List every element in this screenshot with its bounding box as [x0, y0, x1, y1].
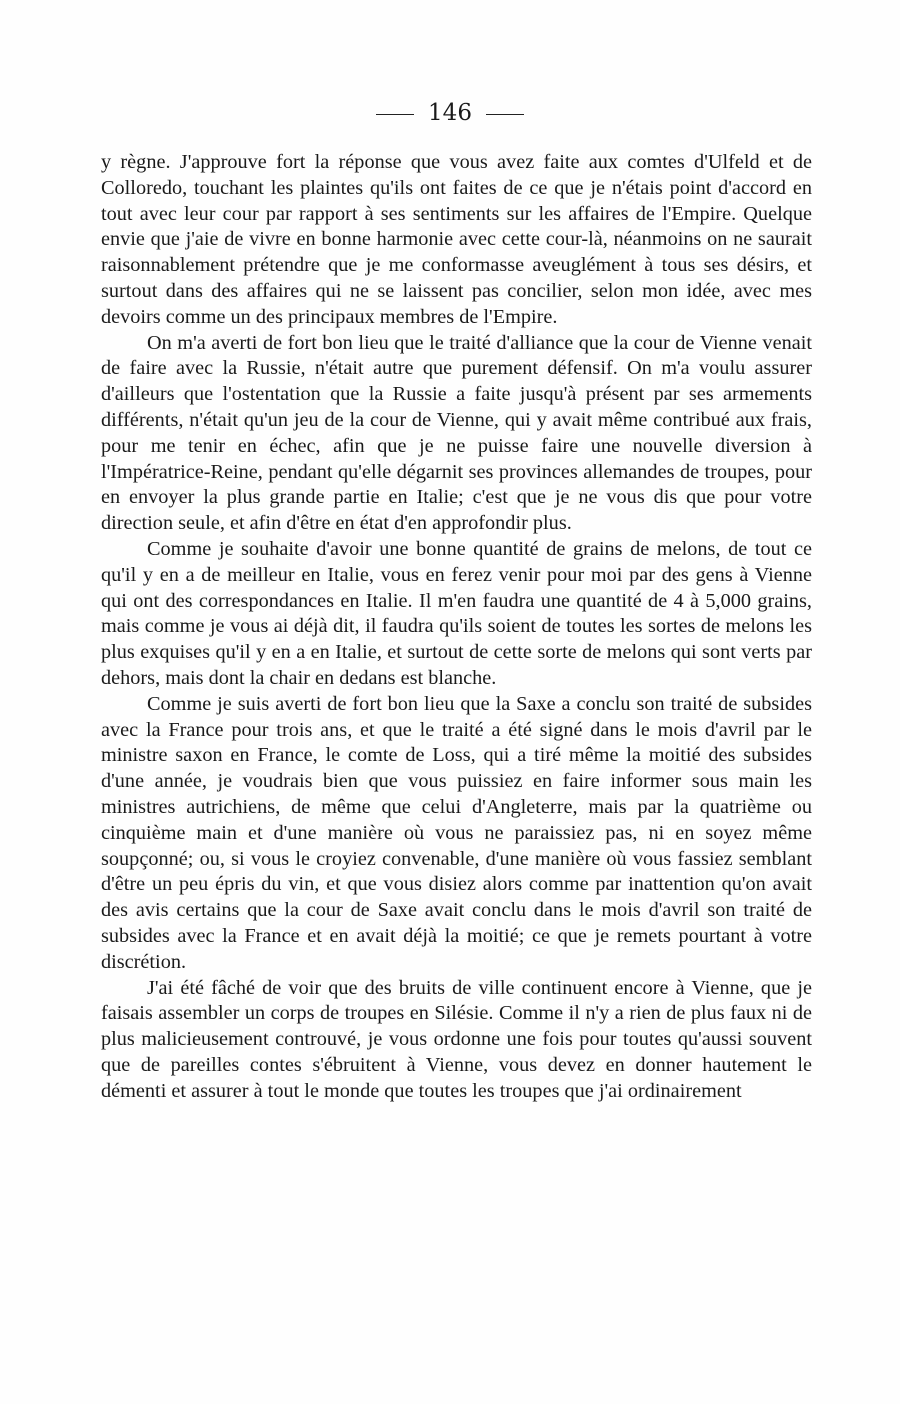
- paragraph: Comme je souhaite d'avoir une bonne quantité de grains de melons, de tout ce qu'il y en a de meilleur en Italie, vous en ferez venir pour moi par des gens à Vienne qui ont des correspondances en Italie. Il m'en faudra une quantité de 4 à 5,000 grains, mais comme je vous ai déjà dit, il faudra qu'ils soient de toutes les sortes de melons les plus exquises qu'il y en a en Italie, et surtout de cette sorte de melons qui sont verts par dehors, mais dont la chair en dedans est blanche.: [101, 537, 812, 689]
- page-number: 146: [428, 100, 472, 126]
- page-header: [0, 100, 900, 126]
- header-dash-left: [376, 114, 414, 115]
- paragraph: Comme je suis averti de fort bon lieu que la Saxe a conclu son traité de subsides avec la France pour trois ans, et que le traité a été signé dans le mois d'avril par le ministre saxon en France, le comte de Loss, qui a tiré même la moitié des subsides d'une année, je voudrais bien que vous puissiez en faire informer sous main les ministres autrichiens, de même que celui d'Angleterre, mais par la quatrième ou cinquième main et d'une manière où vous ne paraissiez pas, ni en soyez même soupçonné; ou, si vous le croyiez convenable, d'une manière où vous fassiez semblant d'être un peu épris du vin, et que vous disiez alors comme par inattention qu'on avait des avis certains que la cour de Saxe avait conclu dans le mois d'avril son traité de subsides avec la France et en avait déjà la moitié; ce que je remets pourtant à votre discrétion.: [101, 692, 812, 973]
- header-dash-right: [486, 114, 524, 115]
- body-text: [101, 150, 812, 1104]
- paragraph: J'ai été fâché de voir que des bruits de ville continuent encore à Vienne, que je faisais assembler un corps de troupes en Silésie. Comme il n'y a rien de plus faux ni de plus malicieusement controuvé, je vous ordonne une fois pour toutes qu'aussi souvent que de pareilles contes s'ébruitent à Vienne, vous devez en donner hautement le démenti et assurer à tout le monde que toutes les troupes que j'ai ordinairement: [101, 976, 812, 1102]
- paragraph: y règne. J'approuve fort la réponse que vous avez faite aux comtes d'Ulfeld et de Colloredo, touchant les plaintes qu'ils ont faites de ce que je n'étais point d'accord en tout avec leur cour par rapport à ses sentiments sur les affaires de l'Empire. Quelque envie que j'aie de vivre en bonne harmonie avec cette cour-là, néanmoins on ne saurait raisonnablement prétendre que je me conformasse aveuglément à tous ses désirs, et surtout dans des affaires qui ne se laissent pas concilier, selon mon idée, avec mes devoirs comme un des principaux membres de l'Empire.: [101, 151, 812, 328]
- paragraph: On m'a averti de fort bon lieu que le traité d'alliance que la cour de Vienne venait de faire avec la Russie, n'était autre que purement défensif. On m'a voulu assurer d'ailleurs que l'ostentation que la Russie a faite jusqu'à présent par ses armements différents, n'était qu'un jeu de la cour de Vienne, qui y avait même contribué aux frais, pour me tenir en échec, afin que je ne puisse faire une nouvelle diversion à l'Impératrice-Reine, pendant qu'elle dégarnit ses provinces allemandes de troupes, pour en envoyer la plus grande partie en Italie; c'est que je ne vous dis que pour votre direction seule, et afin d'être en état d'en approfondir plus.: [101, 331, 812, 535]
